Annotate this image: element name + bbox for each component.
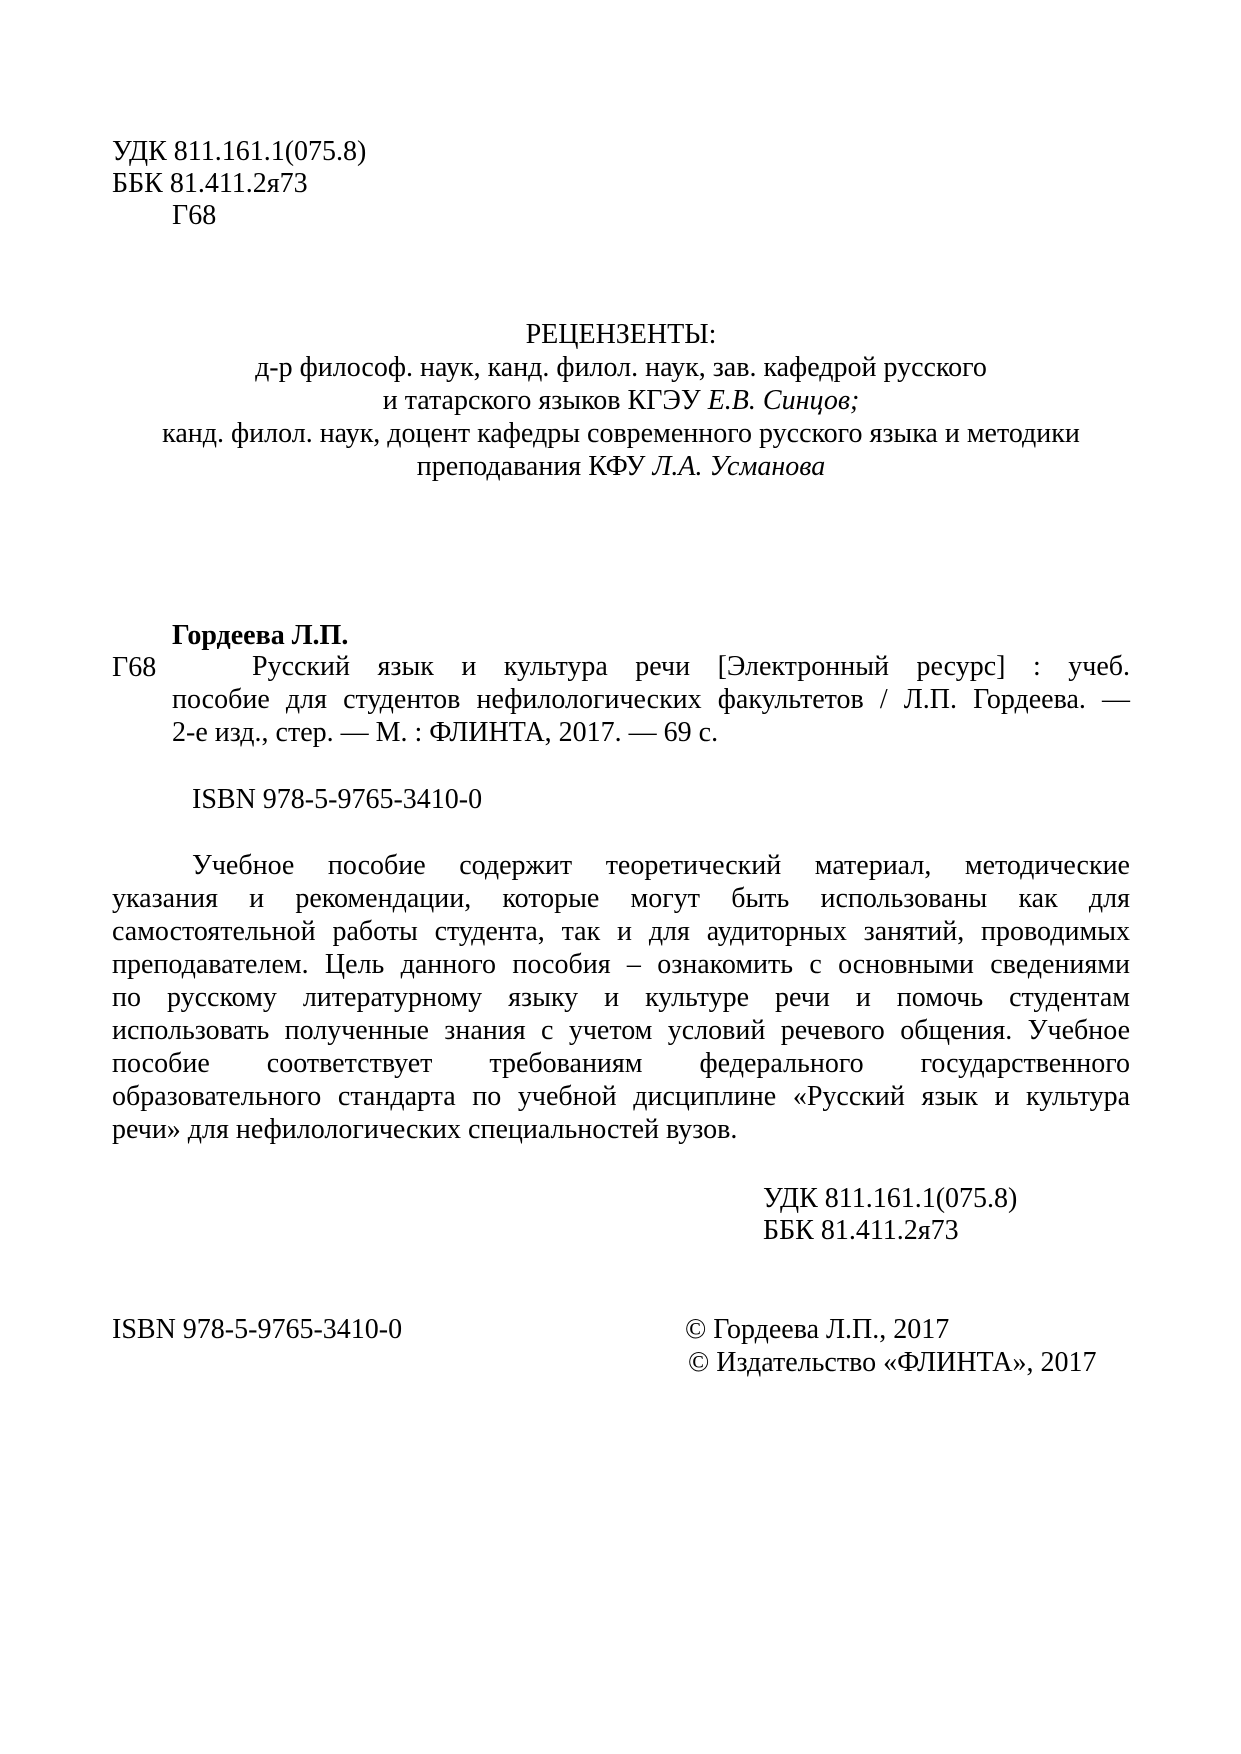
catalog-author: Гордеева Л.П. bbox=[172, 620, 349, 651]
reviewer-line-3: канд. филол. наук, доцент кафедры современного русского языка и методики bbox=[162, 418, 1080, 449]
bbk-code: ББК 81.411.2я73 bbox=[112, 168, 308, 199]
catalog-description bbox=[172, 650, 1130, 749]
reviewer-name-1: Е.В. Синцов; bbox=[707, 385, 860, 416]
annotation-line: Учебное пособие содержит теоретический материал, методические bbox=[192, 850, 1130, 881]
reviewer-line-2 bbox=[112, 384, 1130, 417]
udk-code: УДК 811.161.1(075.8) bbox=[112, 136, 367, 167]
annotation-line: использовать полученные знания с учетом условий речевого общения. Учебное bbox=[112, 1015, 1130, 1046]
reviewers-heading: РЕЦЕНЗЕНТЫ: bbox=[525, 319, 717, 350]
reviewers-block bbox=[112, 318, 1130, 483]
catalog-line-1: Русский язык и культура речи [Электронный ресурс] : учеб. bbox=[252, 651, 1130, 682]
reviewer-line-4 bbox=[112, 450, 1130, 483]
copyright-publisher: © Издательство «ФЛИНТА», 2017 bbox=[688, 1347, 1097, 1378]
annotation-paragraph bbox=[112, 849, 1130, 1146]
copyright-author: © Гордеева Л.П., 2017 bbox=[685, 1314, 950, 1345]
catalog-isbn: ISBN 978-5-9765-3410-0 bbox=[192, 784, 483, 815]
catalog-line-3: 2-е изд., стер. — М. : ФЛИНТА, 2017. — 69 с. bbox=[172, 717, 719, 748]
reviewer-affiliation-1: и татарского языков КГЭУ bbox=[382, 385, 708, 416]
reviewer-name-2: Л.А. Усманова bbox=[652, 451, 826, 482]
reviewer-affiliation-2: преподавания КФУ bbox=[416, 451, 653, 482]
annotation-line: пособие соответствует требованиям федерального государственного bbox=[112, 1048, 1130, 1079]
annotation-line: преподавателем. Цель данного пособия – ознакомить с основными сведениями bbox=[112, 949, 1130, 980]
annotation-line: указания и рекомендации, которые могут быть использованы как для bbox=[112, 883, 1130, 914]
footer-udk-code: УДК 811.161.1(075.8) bbox=[763, 1183, 1018, 1214]
footer-isbn: ISBN 978-5-9765-3410-0 bbox=[112, 1314, 403, 1345]
catalog-line-2: пособие для студентов нефилологических факультетов / Л.П. Гордеева. — bbox=[172, 684, 1130, 715]
catalog-mark: Г68 bbox=[112, 652, 157, 683]
annotation-line: самостоятельной работы студента, так и для аудиторных занятий, проводимых bbox=[112, 916, 1130, 947]
annotation-line: речи» для нефилологических специальностей вузов. bbox=[112, 1114, 738, 1145]
author-mark: Г68 bbox=[172, 200, 217, 231]
annotation-line: образовательного стандарта по учебной дисциплине «Русский язык и культура bbox=[112, 1081, 1130, 1112]
annotation-line: по русскому литературному языку и культуре речи и помочь студентам bbox=[112, 982, 1130, 1013]
footer-bbk-code: ББК 81.411.2я73 bbox=[763, 1215, 959, 1246]
reviewer-line-1: д-р философ. наук, канд. филол. наук, зав. кафедрой русского bbox=[255, 352, 987, 383]
